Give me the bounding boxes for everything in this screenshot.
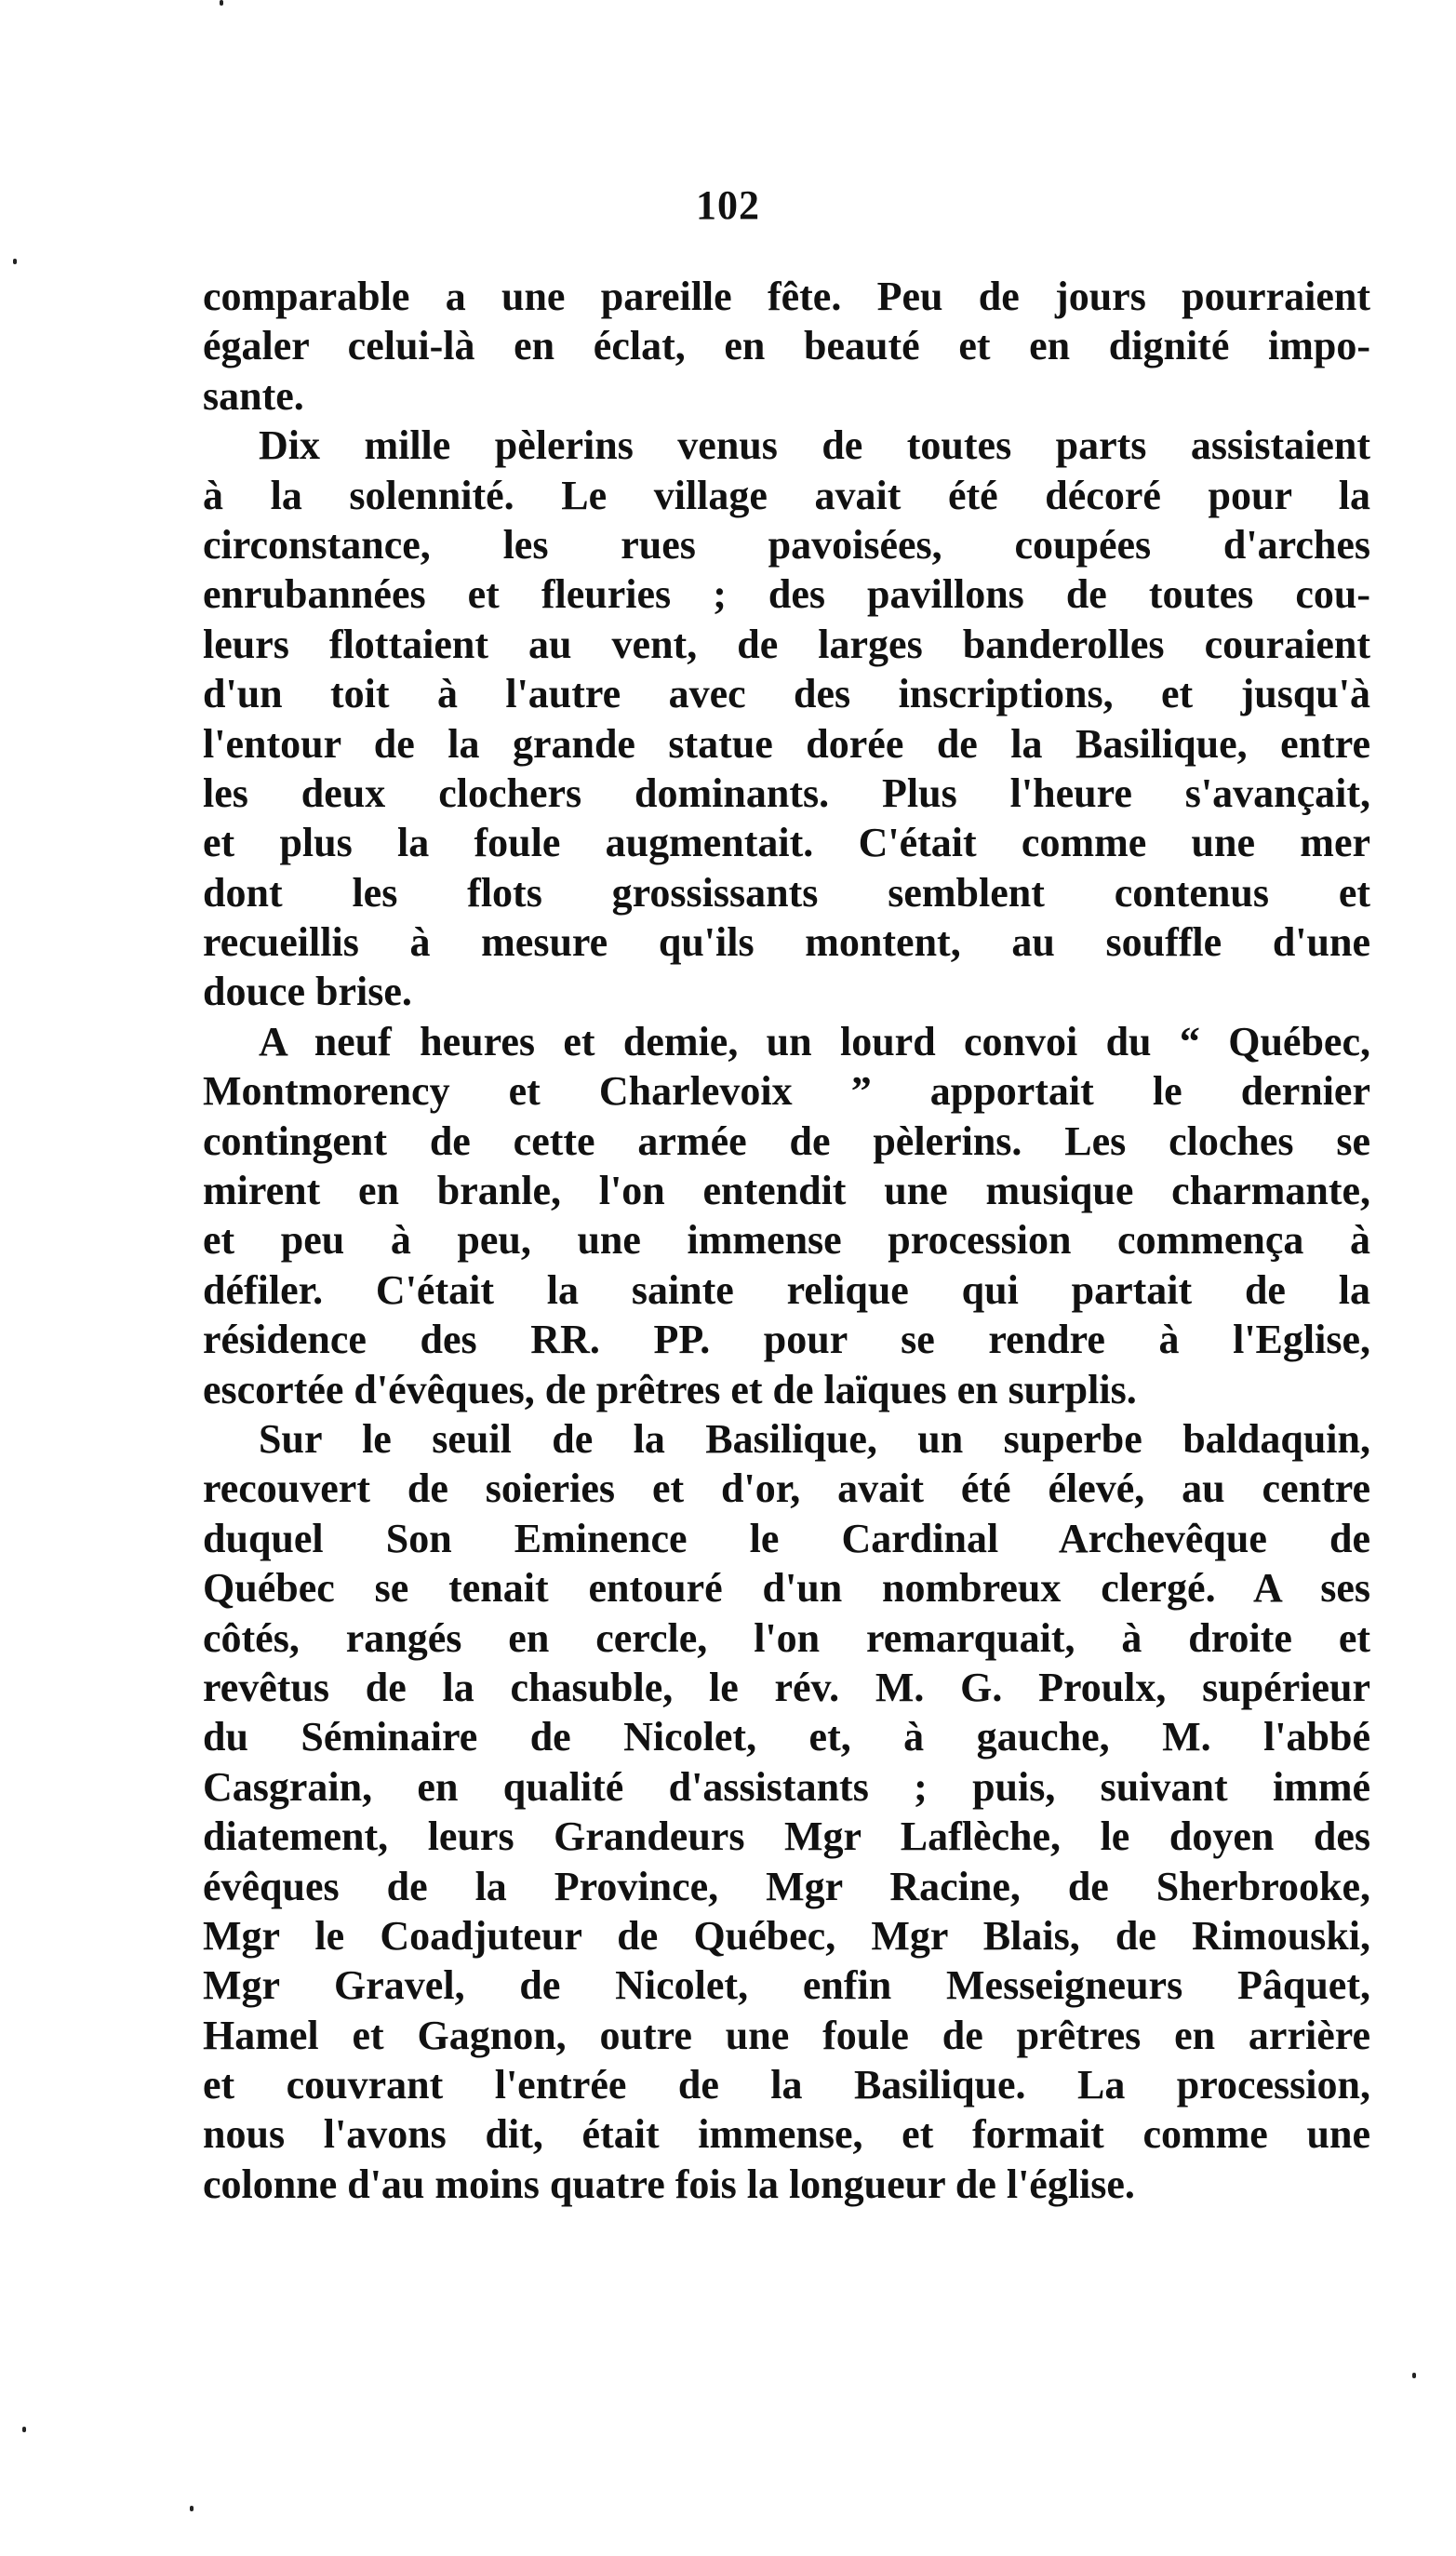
text-line: leurs flottaient au vent, de larges banderolles couraient	[203, 621, 1370, 667]
text-line: recouvert de soieries et d'or, avait été élevé, au centre	[203, 1465, 1370, 1512]
text-line: Québec se tenait entouré d'un nombreux clergé. A ses	[203, 1565, 1370, 1612]
text-line: Hamel et Gagnon, outre une foule de prêtres en arrière	[203, 2012, 1370, 2058]
text-line: revêtus de la chasuble, le rév. M. G. Proulx, supérieur	[203, 1664, 1370, 1710]
margin-speck	[220, 0, 223, 6]
text-line: diatement, leurs Grandeurs Mgr Laflèche, le doyen des	[203, 1813, 1370, 1860]
text-line: d'un toit à l'autre avec des inscriptions, et jusqu'à	[203, 671, 1370, 717]
text-line: côtés, rangés en cercle, l'on remarquait, à droite et	[203, 1614, 1370, 1661]
margin-speck	[190, 2506, 194, 2511]
text-line: sante.	[203, 372, 304, 419]
page-number: 102	[696, 182, 760, 228]
text-line: défiler. C'était la sainte relique qui partait de la	[203, 1266, 1370, 1313]
text-line: escortée d'évêques, de prêtres et de laïques en surplis.	[203, 1366, 1137, 1412]
text-line: Dix mille pèlerins venus de toutes parts assistaient	[259, 422, 1370, 469]
text-line: nous l'avons dit, était immense, et formait comme une	[203, 2111, 1370, 2158]
text-line: égaler celui-là en éclat, en beauté et en dignité impo-	[203, 323, 1370, 369]
text-line: Sur le seuil de la Basilique, un superbe baldaquin,	[259, 1415, 1370, 1462]
text-line: et plus la foule augmentait. C'était comme une mer	[203, 820, 1370, 866]
margin-speck	[1412, 2373, 1416, 2378]
text-line: enrubannées et fleuries ; des pavillons de toutes cou-	[203, 571, 1370, 618]
text-line: l'entour de la grande statue dorée de la Basilique, entre	[203, 720, 1370, 767]
margin-speck	[13, 259, 17, 264]
text-line: à la solennité. Le village avait été décoré pour la	[203, 472, 1370, 518]
text-line: duquel Son Eminence le Cardinal Archevêque de	[203, 1515, 1370, 1561]
body-text	[203, 272, 1370, 2209]
text-line: Casgrain, en qualité d'assistants ; puis, suivant immé	[203, 1763, 1370, 1810]
text-line: Mgr le Coadjuteur de Québec, Mgr Blais, de Rimouski,	[203, 1912, 1370, 1959]
text-line: évêques de la Province, Mgr Racine, de Sherbrooke,	[203, 1863, 1370, 1909]
text-line: et couvrant l'entrée de la Basilique. La procession,	[203, 2062, 1370, 2108]
text-line: résidence des RR. PP. pour se rendre à l'Eglise,	[203, 1317, 1370, 1363]
text-line: comparable a une pareille fête. Peu de jours pourraient	[203, 274, 1370, 319]
text-line: recueillis à mesure qu'ils montent, au souffle d'une	[203, 919, 1370, 966]
text-line: dont les flots grossissants semblent contenus et	[203, 869, 1370, 916]
text-line: du Séminaire de Nicolet, et, à gauche, M. l'abbé	[203, 1714, 1370, 1760]
text-line: mirent en branle, l'on entendit une musique charmante,	[203, 1168, 1370, 1214]
margin-speck	[22, 2427, 26, 2432]
text-line: douce brise.	[203, 969, 412, 1015]
text-line: A neuf heures et demie, un lourd convoi du “ Québec,	[259, 1018, 1370, 1064]
text-line: les deux clochers dominants. Plus l'heure s'avançait,	[203, 769, 1370, 816]
text-line: et peu à peu, une immense procession commença à	[203, 1217, 1370, 1264]
text-line: contingent de cette armée de pèlerins. Les cloches se	[203, 1117, 1370, 1164]
text-line: Mgr Gravel, de Nicolet, enfin Messeigneurs Pâquet,	[203, 1962, 1370, 2009]
text-line: colonne d'au moins quatre fois la longueur de l'église.	[203, 2161, 1135, 2207]
text-line: circonstance, les rues pavoisées, coupées d'arches	[203, 521, 1370, 568]
text-line: Montmorency et Charlevoix ” apportait le dernier	[203, 1068, 1370, 1115]
